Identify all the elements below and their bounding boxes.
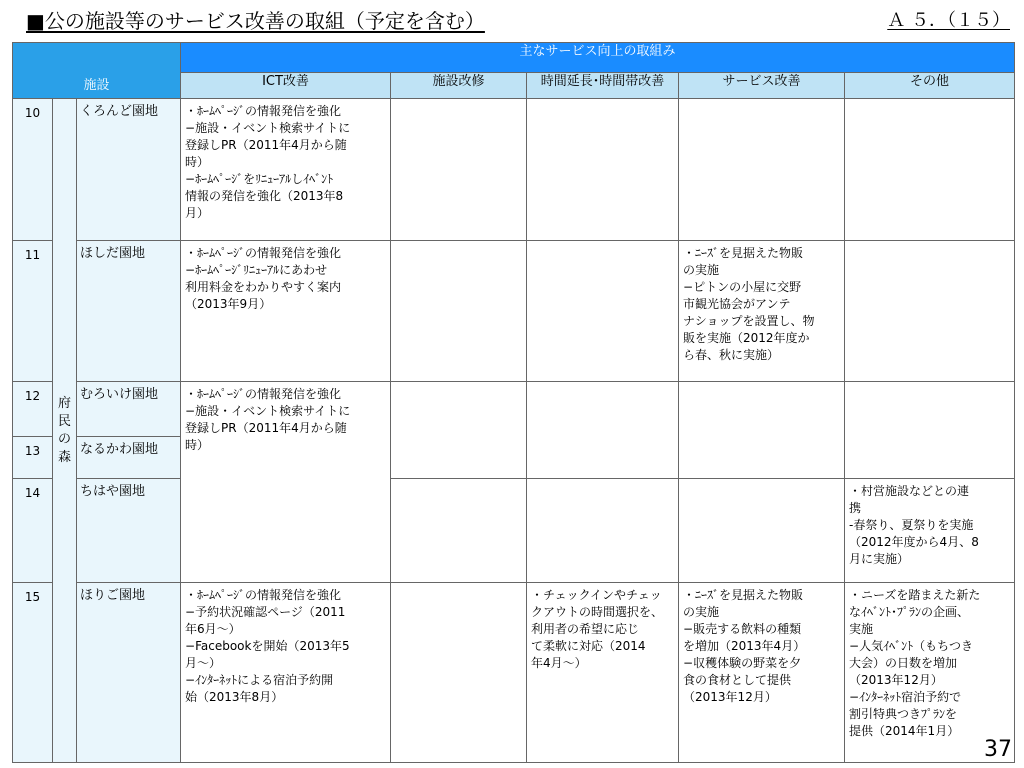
group-label bbox=[53, 99, 77, 763]
other-cell bbox=[845, 99, 1015, 241]
facility-name: くろんど園地 bbox=[77, 99, 181, 241]
renovation-cell bbox=[391, 478, 527, 582]
renovation-cell bbox=[391, 99, 527, 241]
hours-cell bbox=[527, 241, 679, 382]
ict-cell: ・ﾎｰﾑﾍﾟｰｼﾞの情報発信を強化 −施設・イベント検索サイトに 登録しPR（2011年4月から随 時） −ﾎｰﾑﾍﾟｰｼﾞをﾘﾆｭｰｱﾙしｲﾍﾞﾝﾄ 情報の発信を強化（2013年8 月） bbox=[181, 99, 391, 241]
other-cell bbox=[845, 382, 1015, 478]
ict-cell: ・ﾎｰﾑﾍﾟｰｼﾞの情報発信を強化 −施設・イベント検索サイトに 登録しPR（2011年4月から随 時） bbox=[181, 382, 391, 582]
row-number: 13 bbox=[13, 436, 53, 478]
other-cell bbox=[845, 241, 1015, 382]
service-cell: ・ﾆｰｽﾞを見据えた物販 の実施 −ピトンの小屋に交野 市観光協会がアンテ ナショップを設置し、物 販を実施（2012年度か ら春、秋に実施） bbox=[679, 241, 845, 382]
page-title: ■公の施設等のサービス改善の取組（予定を含む） bbox=[26, 9, 485, 33]
facility-name: なるかわ園地 bbox=[77, 436, 181, 478]
column-header-facility-renovation: 施設改修 bbox=[391, 73, 527, 99]
table-row bbox=[13, 99, 1015, 241]
table-row bbox=[13, 382, 1015, 436]
hours-cell bbox=[527, 478, 679, 582]
renovation-cell bbox=[391, 582, 527, 762]
row-number: 12 bbox=[13, 382, 53, 436]
hours-cell: ・チェックインやチェッ クアウトの時間選択を、 利用者の希望に応じ て柔軟に対応（2014 年4月～） bbox=[527, 582, 679, 762]
column-header-service: サービス改善 bbox=[679, 73, 845, 99]
group-label-text: 府 民 の 森 bbox=[57, 395, 71, 465]
other-cell: ・村営施設などとの連 携 -春祭り、夏祭りを実施 （2012年度から4月、8 月に実施） bbox=[845, 478, 1015, 582]
table-row bbox=[13, 478, 1015, 582]
main-header: 主なサービス向上の取組み bbox=[181, 43, 1015, 73]
table-row bbox=[13, 241, 1015, 382]
other-cell: ・ニーズを踏まえた新た なｲﾍﾞﾝﾄ･ﾌﾟﾗﾝの企画、 実施 −人気ｲﾍﾞﾝﾄ（もちつき 大会）の日数を増加 （2013年12月） −ｲﾝﾀｰﾈｯﾄ宿泊予約で 割引特典つきﾌﾟﾗﾝを 提供（2014年1月） bbox=[845, 582, 1015, 762]
facility-name: むろいけ園地 bbox=[77, 382, 181, 436]
renovation-cell bbox=[391, 241, 527, 382]
facility-name: ほしだ園地 bbox=[77, 241, 181, 382]
renovation-cell bbox=[391, 382, 527, 478]
document-reference: Ａ ５．（１５） bbox=[887, 10, 1010, 31]
row-number: 14 bbox=[13, 478, 53, 582]
table-row bbox=[13, 582, 1015, 762]
page-number: 37 bbox=[984, 737, 1012, 762]
row-number: 11 bbox=[13, 241, 53, 382]
hours-cell bbox=[527, 382, 679, 478]
ict-cell: ・ﾎｰﾑﾍﾟｰｼﾞの情報発信を強化 −ﾎｰﾑﾍﾟｰｼﾞﾘﾆｭｰｱﾙにあわせ 利用料金をわかりやすく案内 （2013年9月） bbox=[181, 241, 391, 382]
ict-cell: ・ﾎｰﾑﾍﾟｰｼﾞの情報発信を強化 −予約状況確認ページ（2011 年6月～） −Facebookを開始（2013年5 月～） −ｲﾝﾀｰﾈｯﾄによる宿泊予約開 始（2013年8月） bbox=[181, 582, 391, 762]
facility-name: ほりご園地 bbox=[77, 582, 181, 762]
service-cell bbox=[679, 382, 845, 478]
column-header-other: その他 bbox=[845, 73, 1015, 99]
row-number: 15 bbox=[13, 582, 53, 762]
service-improvement-table bbox=[12, 42, 1015, 763]
column-header-hours: 時間延長･時間帯改善 bbox=[527, 73, 679, 99]
row-number: 10 bbox=[13, 99, 53, 241]
facility-header: 施設 bbox=[13, 43, 181, 99]
facility-name: ちはや園地 bbox=[77, 478, 181, 582]
hours-cell bbox=[527, 99, 679, 241]
service-cell: ・ﾆｰｽﾞを見据えた物販 の実施 −販売する飲料の種類 を増加（2013年4月） −収穫体験の野菜を夕 食の食材として提供 （2013年12月） bbox=[679, 582, 845, 762]
service-cell bbox=[679, 99, 845, 241]
column-header-ict: ICT改善 bbox=[181, 73, 391, 99]
service-cell bbox=[679, 478, 845, 582]
